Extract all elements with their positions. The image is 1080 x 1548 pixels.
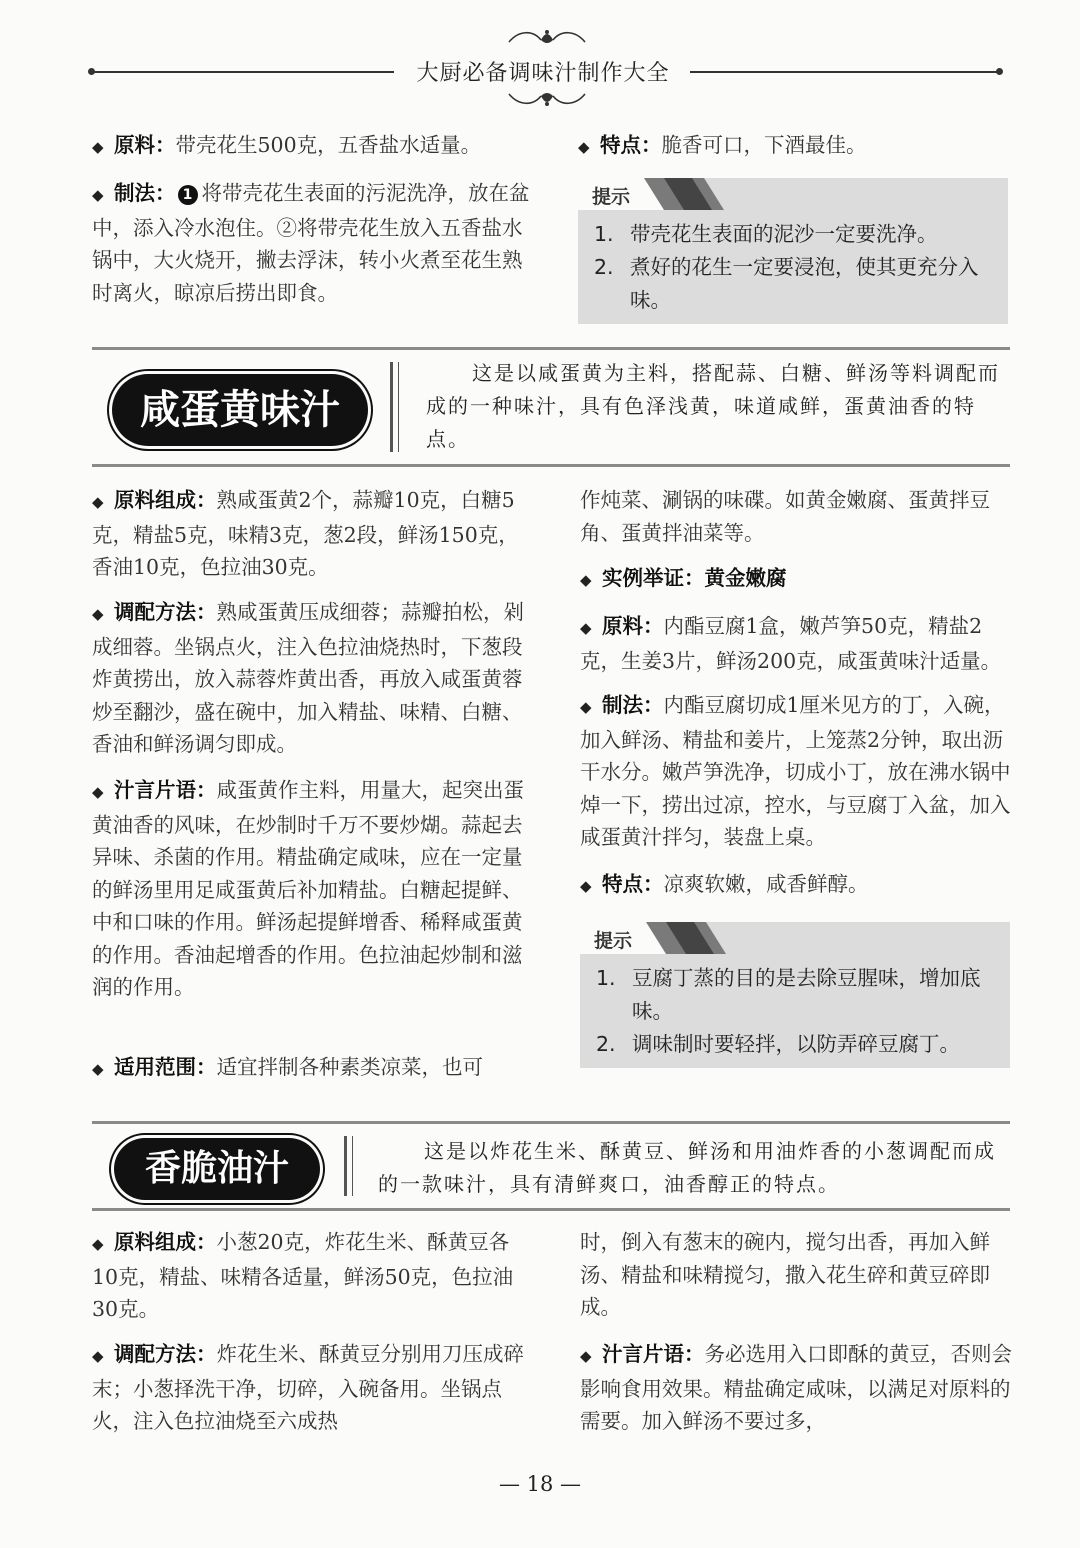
s1-example-method <box>580 689 1012 854</box>
tip-text: 豆腐丁蒸的目的是去除豆腥味，增加底味。 <box>632 966 981 1023</box>
text: 咸蛋黄作主料，用量大，起突出蛋黄油香的风味，在炒制时千万不要炒煳。蒜起去异味、杀菌的作用。精盐确定咸味，应在一定量的鲜汤里用足咸蛋黄后补加精盐。白糖起提鲜、中和口味的作用。鲜汤起提鲜增香、稀释咸蛋黄的作用。香油起增香的作用。色拉油起炒制和滋润的作用。 <box>92 778 524 999</box>
label: 汁言片语： <box>114 778 217 802</box>
s1-example-feature <box>580 868 1012 903</box>
section-rule <box>92 1121 1010 1124</box>
tip-heading: 提示 <box>594 930 633 952</box>
top-ingredients <box>92 129 532 164</box>
divider <box>344 1136 347 1196</box>
bullet-icon: ◆ <box>92 138 104 156</box>
text: 黄金嫩腐 <box>704 566 787 590</box>
top-method <box>92 177 532 309</box>
s1-notes <box>92 774 528 1004</box>
top-feature <box>578 129 1010 164</box>
text: 务必选用入口即酥的黄豆，否则会影响食用效果。精盐确定咸味，以满足对原料的需要。加入鲜汤不要过多， <box>580 1342 1012 1433</box>
section-rule <box>92 464 1010 467</box>
label: 原料： <box>114 133 176 157</box>
tip-item <box>596 1028 1000 1061</box>
bullet-icon: ◆ <box>580 877 592 895</box>
text: 内酯豆腐切成1厘米见方的丁，入碗，加入鲜汤、精盐和姜片，上笼蒸2分钟，取出沥干水分。嫩芦笋洗净，切成小丁，放在沸水锅中焯一下，捞出过凉，控水，与豆腐丁入盆，加入咸蛋黄汁拌匀，装盘上桌。 <box>580 693 1011 849</box>
s1-ingredients <box>92 484 528 584</box>
bullet-icon: ◆ <box>580 571 592 589</box>
s1-example <box>580 562 1012 597</box>
text: 将带壳花生表面的污泥洗净，放在盆中，添入冷水泡住。②将带壳花生放入五香盐水锅中，大火烧开，撇去浮沫，转小火煮至花生熟时离火，晾凉后捞出即食。 <box>92 181 530 305</box>
text: 时，倒入有葱末的碗内，搅匀出香，再加入鲜汤、精盐和味精搅匀，撒入花生碎和黄豆碎即成。 <box>580 1230 990 1319</box>
bullet-icon: ◆ <box>580 619 592 637</box>
tip-text: 带壳花生表面的泥沙一定要洗净。 <box>630 222 938 246</box>
label: 调配方法： <box>114 600 217 624</box>
bullet-icon: ◆ <box>578 138 590 156</box>
section-title: 香脆油汁 <box>114 1138 320 1200</box>
s1-example-ingredients <box>580 610 1012 677</box>
section-rule <box>92 1208 1010 1211</box>
text: 作炖菜、涮锅的味碟。如黄金嫩腐、蛋黄拌豆角、蛋黄拌油菜等。 <box>580 488 990 545</box>
bullet-icon: ◆ <box>92 493 104 511</box>
bullet-icon: ◆ <box>92 1235 104 1253</box>
text: 熟咸蛋黄压成细蓉；蒜瓣拍松，剁成细蓉。坐锅点火，注入色拉油烧热时，下葱段炸黄捞出，放入蒜蓉炸黄出香，再放入咸蛋黄蓉炒至翻沙，盛在碗中，加入精盐、味精、白糖、香油和鲜汤调匀即成。 <box>92 600 524 756</box>
label: 适用范围： <box>114 1055 217 1079</box>
text: 小葱20克，炸花生米、酥黄豆各10克，精盐、味精各适量，鲜汤50克，色拉油30克。 <box>92 1230 514 1321</box>
tip-number: 2. <box>596 1032 616 1056</box>
section-intro: 这是以炸花生米、酥黄豆、鲜汤和用油炸香的小葱调配而成的一款味汁，具有清鲜爽口，油香醇正的特点。 <box>378 1139 996 1196</box>
s2-method <box>92 1338 528 1438</box>
header-ornament-top <box>505 28 589 48</box>
s2-ingredients <box>92 1226 528 1326</box>
bullet-icon: ◆ <box>92 1060 104 1078</box>
label: 制法： <box>602 693 664 717</box>
text: 凉爽软嫩，咸香鲜醇。 <box>663 872 869 896</box>
tip-item <box>596 962 1000 1028</box>
tip-stripe-icon <box>644 178 724 210</box>
section-intro: 这是以咸蛋黄为主料，搭配蒜、白糖、鲜汤等料调配而成的一种味汁，具有色泽浅黄，味道咸鲜，蛋黄油香的特点。 <box>426 361 1000 451</box>
tip-number: 1. <box>594 222 614 246</box>
tip-box-top <box>578 178 1008 324</box>
bullet-icon: ◆ <box>92 1347 104 1365</box>
s1-scope <box>92 1051 528 1086</box>
running-header-title: 大厨必备调味汁制作大全 <box>416 61 670 86</box>
label: 特点： <box>600 133 662 157</box>
s2-notes <box>580 1338 1012 1438</box>
s1-method <box>92 596 528 761</box>
tip-item <box>594 218 994 251</box>
label: 原料： <box>602 614 664 638</box>
text: 内酯豆腐1盒，嫩芦笋50克，精盐2克，生姜3片，鲜汤200克，咸蛋黄味汁适量。 <box>580 614 1002 673</box>
s1-scope-cont <box>580 484 1012 549</box>
s2-method-cont <box>580 1226 1012 1324</box>
header-rule-left <box>92 71 394 73</box>
section-rule <box>92 347 1010 350</box>
text: 脆香可口，下酒最佳。 <box>661 133 867 157</box>
label: 制法： <box>114 181 176 205</box>
divider <box>352 1136 353 1196</box>
step-number-icon: 1 <box>178 185 198 205</box>
label: 原料组成： <box>114 488 217 512</box>
section-title: 咸蛋黄味汁 <box>112 374 368 446</box>
header-ornament-bottom <box>505 88 589 108</box>
tip-item <box>594 251 994 317</box>
tip-text: 煮好的花生一定要浸泡，使其更充分入味。 <box>630 255 979 312</box>
bullet-icon: ◆ <box>580 1347 592 1365</box>
divider <box>390 362 393 452</box>
divider <box>398 362 399 452</box>
text: 炸花生米、酥黄豆分别用刀压成碎末；小葱择洗干净，切碎，入碗备用。坐锅点火，注入色拉油烧至六成热 <box>92 1342 524 1433</box>
header-rule-right <box>690 71 1000 73</box>
label: 特点： <box>602 872 664 896</box>
label: 调配方法： <box>114 1342 217 1366</box>
bullet-icon: ◆ <box>92 186 104 204</box>
text: 带壳花生500克，五香盐水适量。 <box>175 133 482 157</box>
tip-number: 1. <box>596 966 616 990</box>
tip-number: 2. <box>594 255 614 279</box>
tip-heading: 提示 <box>592 186 631 208</box>
tip-box-s1 <box>580 922 1010 1068</box>
tip-text: 调味制时要轻拌，以防弄碎豆腐丁。 <box>632 1032 960 1056</box>
tip-stripe-icon <box>646 922 726 954</box>
text: 熟咸蛋黄2个，蒜瓣10克，白糖5克，精盐5克，味精3克，葱2段，鲜汤150克，香油10克，色拉油30克。 <box>92 488 519 579</box>
bullet-icon: ◆ <box>92 783 104 801</box>
bullet-icon: ◆ <box>580 698 592 716</box>
page-number: — 18 — <box>498 1472 582 1496</box>
header-rule-dot-right <box>996 68 1003 75</box>
text: 适宜拌制各种素类凉菜，也可 <box>216 1055 483 1079</box>
bullet-icon: ◆ <box>92 605 104 623</box>
label: 实例举证： <box>602 566 705 590</box>
label: 原料组成： <box>114 1230 217 1254</box>
label: 汁言片语： <box>602 1342 705 1366</box>
